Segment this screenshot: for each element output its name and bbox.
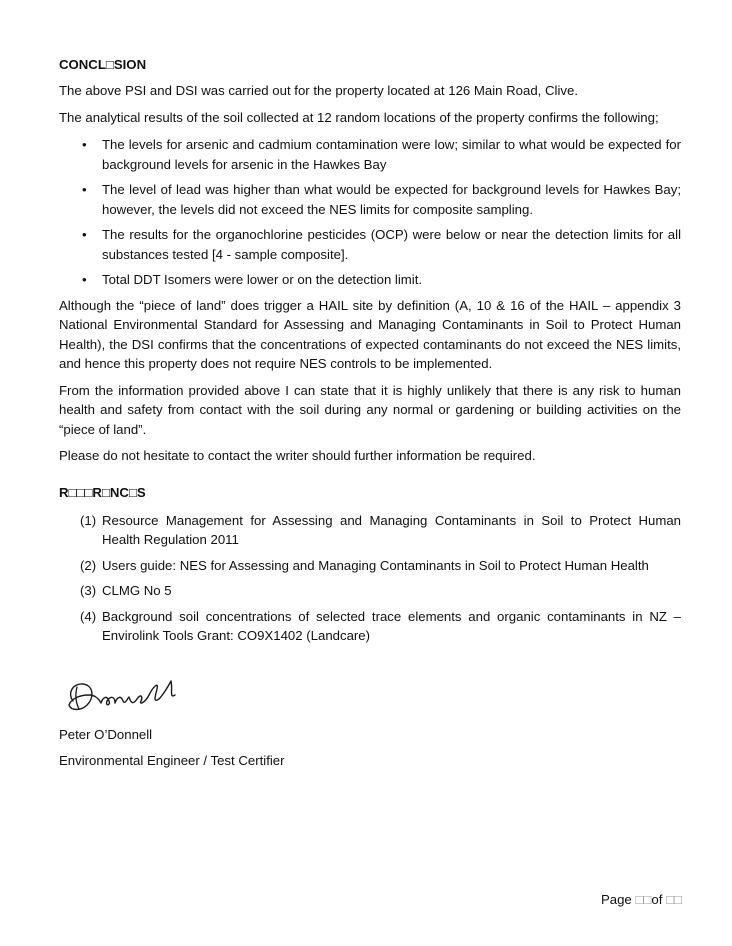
of-label: of (651, 892, 663, 907)
conclusion-heading: CONCL□SION (59, 57, 147, 72)
conclusion-paragraph-5: Please do not hesitate to contact the writer should further information be required. (59, 448, 536, 463)
bullet-icon: • (82, 272, 87, 287)
bullet-icon: • (82, 227, 87, 242)
conclusion-paragraph-3: Although the “piece of land” does trigger a HAIL site by definition (A, 10 & 16 of the HAIL – appendix 3 National Environmental Standard for Assessing and Managing Contaminants in Soil to Protect Human Health), the DSI confirms that the concentrations of expected contaminants do not exceed the NES limits, and hence this property does not require NES controls to be implemented. (59, 297, 681, 371)
conclusion-paragraph-4: From the information provided above I can state that it is highly unlikely that there is any risk to human health and safety from contact with the soil during any normal or gardening or building activities on the “piece of land”. (59, 382, 681, 437)
signatory-name: Peter O’Donnell (59, 727, 153, 742)
conclusion-paragraph-2: The analytical results of the soil collected at 12 random locations of the property confirms the following; (59, 109, 659, 125)
references-list (59, 511, 681, 646)
list-item: • The level of lead was higher than what would be expected for background levels for Hawkes Bay; however, the levels did not exceed the NES limits for composite sampling. (82, 182, 681, 217)
bullet-icon: • (82, 137, 87, 152)
signatory-title: Environmental Engineer / Test Certifier (59, 753, 285, 768)
handwritten-signature (59, 673, 191, 719)
findings-list (59, 135, 681, 290)
list-item: (1) Resource Management for Assessing and Managing Contaminants in Soil to Protect Human Health Regulation 2011 (80, 512, 681, 547)
references-heading: R□□□R□NC□S (59, 484, 146, 500)
list-item: (4) Background soil concentrations of selected trace elements and organic contaminants in NZ – Envirolink Tools Grant: CO9X1402 (Landcare) (80, 608, 681, 643)
conclusion-paragraph-1: The above PSI and DSI was carried out for the property located at 126 Main Road, Clive. (59, 83, 578, 98)
list-item: • The levels for arsenic and cadmium contamination were low; similar to what would be expected for background levels for arsenic in the Hawkes Bay (82, 137, 681, 172)
document-page (59, 52, 681, 652)
page-number: □□ (635, 892, 652, 907)
page-footer (601, 890, 682, 910)
page-label: Page (600, 892, 632, 907)
list-item: (3) CLMG No 5 (80, 583, 172, 598)
list-item: • The results for the organochlorine pesticides (OCP) were below or near the detection limits for all substances tested [4 - sample composite]. (82, 227, 681, 262)
list-item: (2) Users guide: NES for Assessing and Managing Contaminants in Soil to Protect Human Health (80, 557, 649, 573)
bullet-icon: • (82, 182, 87, 197)
page-total: □□ (666, 892, 682, 907)
list-item: • Total DDT Isomers were lower or on the detection limit. (59, 270, 681, 290)
